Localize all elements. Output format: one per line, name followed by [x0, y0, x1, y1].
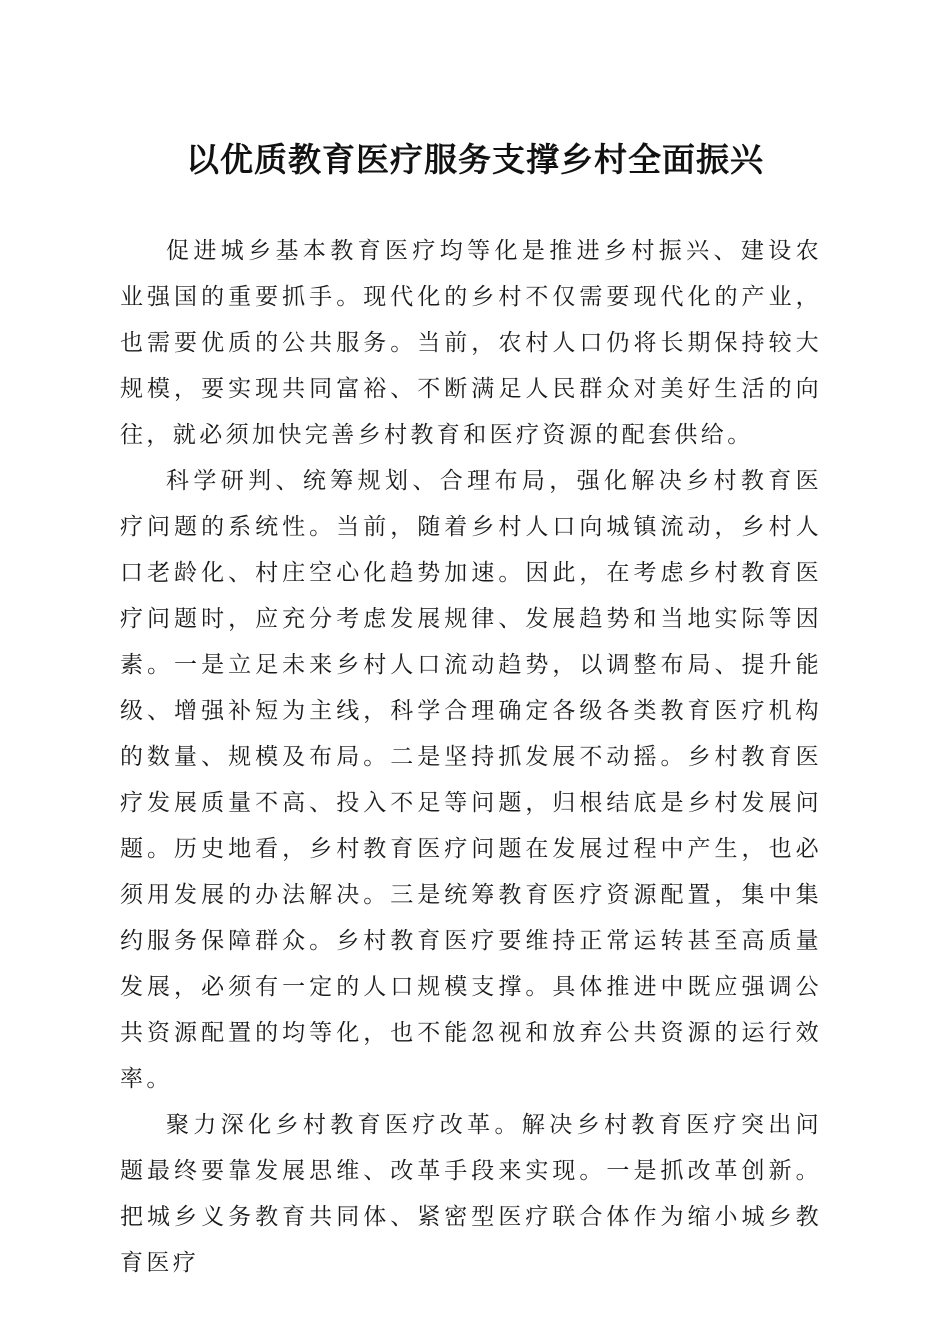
- paragraph: 聚力深化乡村教育医疗改革。解决乡村教育医疗突出问题最终要靠发展思维、改革手段来实现。一是抓改革创新。把城乡义务教育共同体、紧密型医疗联合体作为缩小城乡教育医疗: [120, 1112, 822, 1276]
- paragraph: 科学研判、统筹规划、合理布局，强化解决乡村教育医疗问题的系统性。当前，随着乡村人口向城镇流动，乡村人口老龄化、村庄空心化趋势加速。因此，在考虑乡村教育医疗问题时，应充分考虑发展规律、发展趋势和当地实际等因素。一是立足未来乡村人口流动趋势，以调整布局、提升能级、增强补短为主线，科学合理确定各级各类教育医疗机构的数量、规模及布局。二是坚持抓发展不动摇。乡村教育医疗发展质量不高、投入不足等问题，归根结底是乡村发展问题。历史地看，乡村教育医疗问题在发展过程中产生，也必须用发展的办法解决。三是统筹教育医疗资源配置，集中集约服务保障群众。乡村教育医疗要维持正常运转甚至高质量发展，必须有一定的人口规模支撑。具体推进中既应强调公共资源配置的均等化，也不能忽视和放弃公共资源的运行效率。: [120, 468, 822, 1092]
- paragraph: 促进城乡基本教育医疗均等化是推进乡村振兴、建设农业强国的重要抓手。现代化的乡村不仅需要现代化的产业，也需要优质的公共服务。当前，农村人口仍将长期保持较大规模，要实现共同富裕、不断满足人民群众对美好生活的向往，就必须加快完善乡村教育和医疗资源的配套供给。: [120, 238, 822, 448]
- document-title: 以优质教育医疗服务支撑乡村全面振兴: [186, 140, 764, 179]
- document-body: [120, 228, 822, 1286]
